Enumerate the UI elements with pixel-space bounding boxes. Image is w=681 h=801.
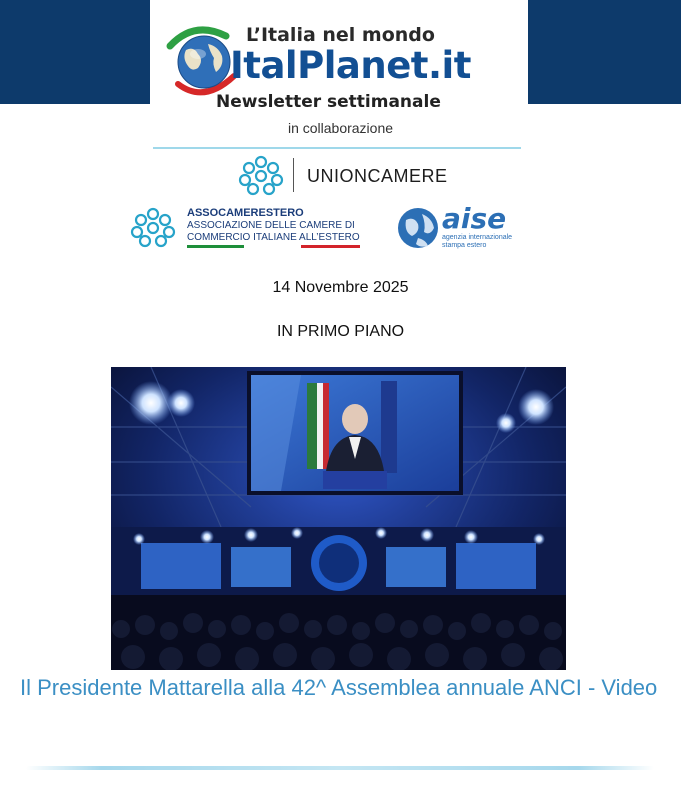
unioncamere-logo-icon[interactable] [238,154,284,196]
header-panel-right [528,0,681,104]
divider [153,147,521,149]
brand-name[interactable]: ItalPlanet.it [230,44,471,87]
article-headline-link[interactable]: Il Presidente Mattarella alla 42^ Assemblea annuale ANCI - Video [20,675,658,700]
issue-date: 14 Novembre 2025 [272,279,409,296]
header-panel-left [0,0,150,104]
assocamerestero-description [187,220,367,244]
aise-line-2: stampa estero [442,242,487,249]
aise-line-1: agenzia internazionale [442,234,513,241]
header-tagline: L’Italia nel mondo [246,24,435,46]
section-title: IN PRIMO PIANO [276,323,405,340]
assembly-hall-photo[interactable] [111,367,566,670]
footer-divider [26,766,654,770]
assocamerestero-logo-icon[interactable] [130,206,176,248]
italian-flag-bar [187,245,360,248]
aise-description [442,234,532,250]
aise-name[interactable]: aise [442,202,507,235]
unioncamere-name[interactable]: UNIONCAMERE [307,166,448,186]
assocamerestero-name[interactable]: ASSOCAMERESTERO [187,207,304,219]
unioncamere-separator [293,158,294,192]
collaboration-label: in collaborazione [287,120,394,136]
newsletter-subtitle: Newsletter settimanale [216,92,441,112]
assocamerestero-line-2: COMMERCIO ITALIANE ALL’ESTERO [187,232,360,243]
assocamerestero-line-1: ASSOCIAZIONE DELLE CAMERE DI [187,220,355,231]
aise-globe-icon[interactable] [396,206,440,250]
assembly-hall-illustration [111,367,566,670]
